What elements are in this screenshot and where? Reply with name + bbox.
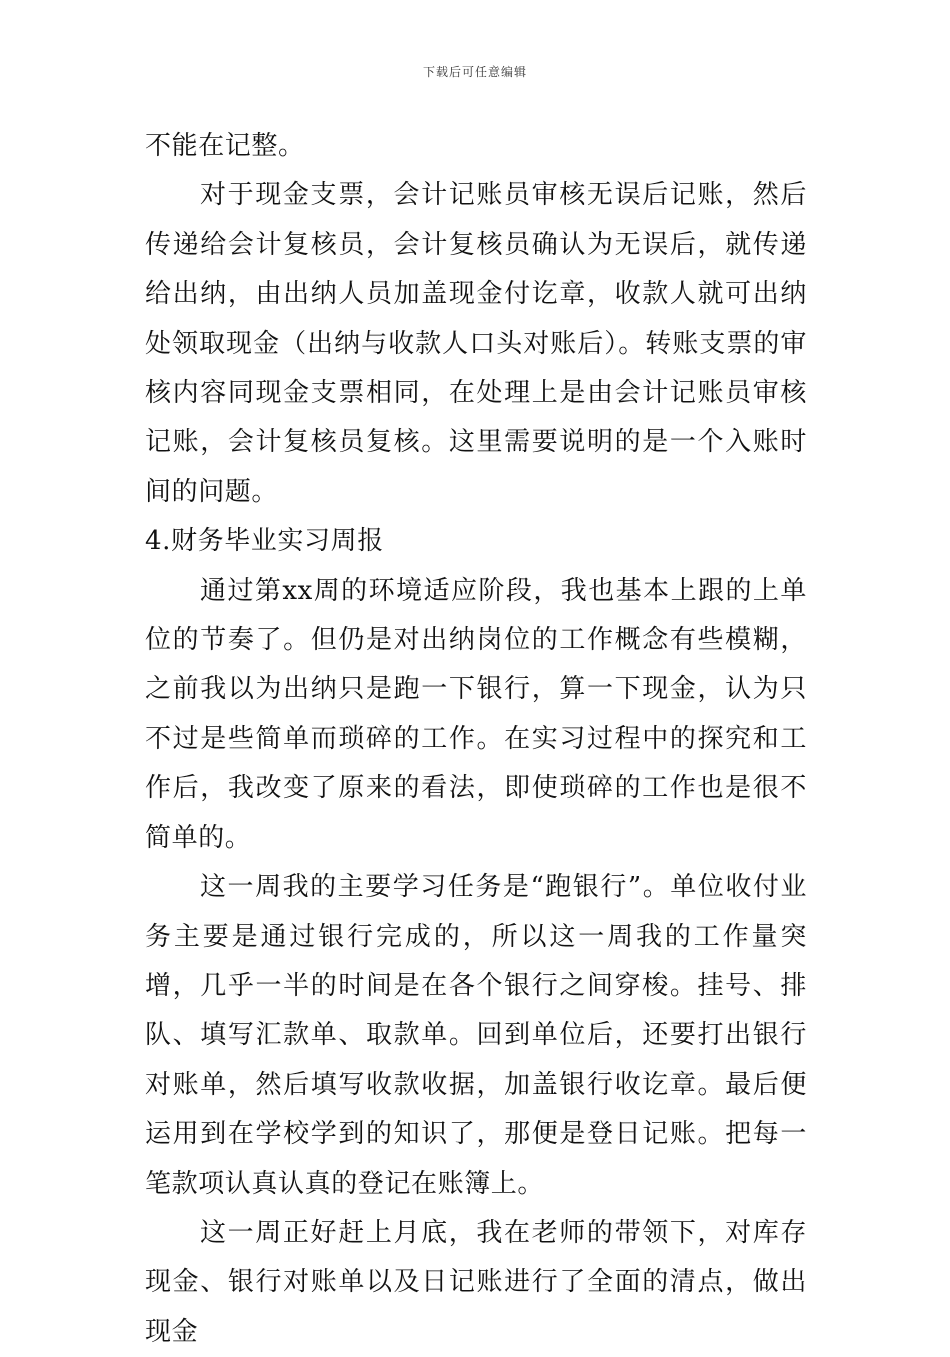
paragraph-bank-errands: 这一周我的主要学习任务是“跑银行”。单位收付业务主要是通过银行完成的，所以这一周我的工作量突增，几乎一半的时间是在各个银行之间穿梭。挂号、排队、填写汇款单、取款单。回到单位后，还要打出银行对账单，然后填写收款收据，加盖银行收讫章。最后便运用到在学校学到的知识了，那便是登日记账。把每一笔款项认真认真的登记在账簿上。 xyxy=(145,872,807,1199)
paragraph-month-end: 这一周正好赶上月底，我在老师的带领下，对库存现金、银行对账单以及日记账进行了全面的清点，做出现金 xyxy=(145,1217,807,1347)
page-header-note: 下载后可任意编辑 xyxy=(422,65,527,79)
paragraph-continuation: 不能在记整。 xyxy=(145,131,305,161)
paragraph-adaptation: 通过第xx周的环境适应阶段，我也基本上跟的上单位的节奏了。但仍是对出纳岗位的工作概念有些模糊，之前我以为出纳只是跑一下银行，算一下现金，认为只不过是些简单而琐碎的工作。在实习过程中的探究和工作后，我改变了原来的看法，即使琐碎的工作也是很不简单的。 xyxy=(145,575,807,853)
document-body xyxy=(145,122,807,1357)
section-heading: 4.财务毕业实习周报 xyxy=(145,526,384,557)
paragraph-cash-check: 对于现金支票，会计记账员审核无误后记账，然后传递给会计复核员，会计复核员确认为无误后，就传递给出纳，由出纳人员加盖现金付讫章，收款人就可出纳处领取现金（出纳与收款人口头对账后）。转账支票的审核内容同现金支票相同，在处理上是由会计记账员审核记账，会计复核员复核。这里需要说明的是一个入账时间的问题。 xyxy=(145,180,807,507)
